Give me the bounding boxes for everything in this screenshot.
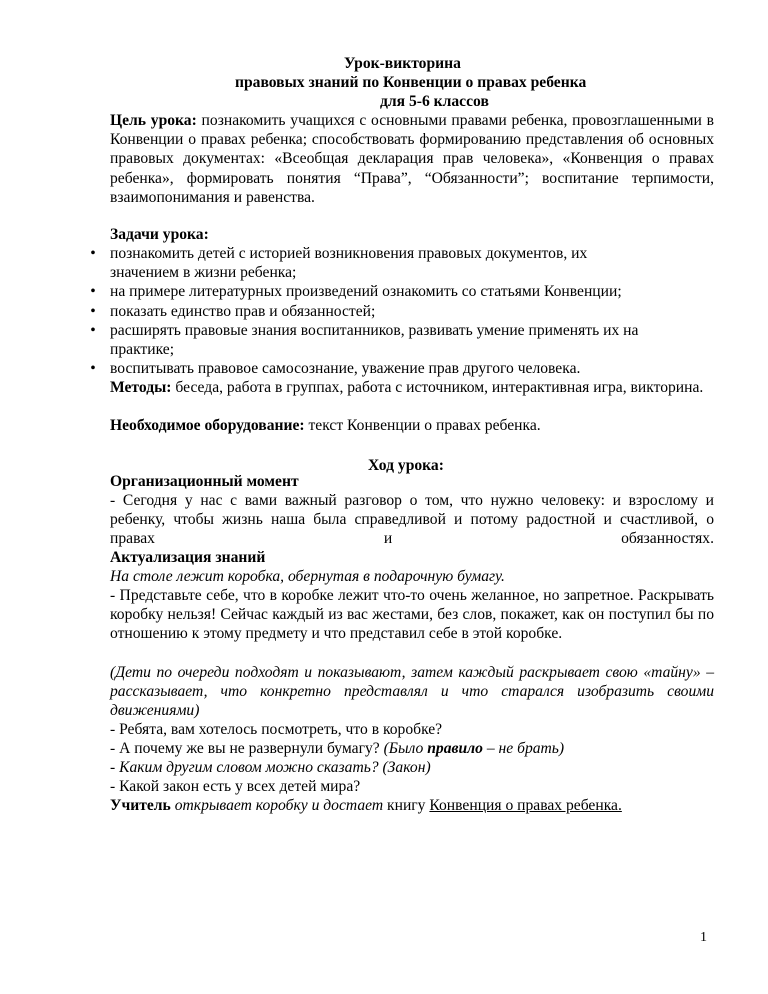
list-item: • познакомить детей с историей возникновения правовых документов, их значением в жизни ребенка; — [110, 244, 650, 282]
teacher-line: Учитель открывает коробку и достает книгу Конвенция о правах ребенка. — [110, 797, 622, 814]
methods-label: Методы: — [110, 379, 172, 396]
org-paragraph: - Сегодня у нас с вами важный разговор о том, что нужно человеку: и взрослому и ребенку, чтобы жизнь наша была справедливой и потому радостной и счастливой, о правах и обязанностях. — [110, 492, 714, 548]
question-1: - Ребята, вам хотелось посмотреть, что в коробке? — [110, 721, 443, 738]
equipment-text: текст Конвенции о правах ребенка. — [308, 417, 541, 434]
children-note: (Дети по очереди подходят и показывают, затем каждый раскрывает свою «тайну» – рассказывает, что конкретно представлял и что старался изобразить своими движениями) — [110, 664, 714, 720]
goal-text: познакомить учащихся с основными правами ребенка, провозглашенными в Конвенции о правах ребенка; способствовать формированию представления об основных правовых документах: «Всеобщая декларация прав человека», «Конвенция о правах ребенка», формировать понятия “Права”, “Обязанности”; воспитание терпимости, взаимопонимания и равенства. — [110, 112, 715, 206]
list-item: • показать единство прав и обязанностей; — [110, 302, 714, 321]
list-item: • воспитывать правовое самосознание, уважение прав другого человека. — [110, 359, 714, 378]
title-line-1: Урок-викторина — [344, 55, 461, 72]
actual-heading: Актуализация знаний — [110, 549, 266, 566]
methods-paragraph — [110, 378, 714, 397]
imagine-paragraph: - Представьте себе, что в коробке лежит что-то очень желанное, но запретное. Раскрывать коробку нельзя! Сейчас каждый из вас жестами, без слов, покажет, как он поступил бы по отношению к этому предмету и что представил себе в этой коробке. — [110, 587, 714, 643]
equipment-label: Необходимое оборудование: — [110, 417, 305, 434]
org-heading: Организационный момент — [110, 473, 299, 490]
list-item: • на примере литературных произведений ознакомить со статьями Конвенции; — [110, 282, 714, 301]
equipment-paragraph — [110, 416, 714, 435]
bullet-icon: • — [90, 302, 96, 320]
bullet-icon: • — [90, 360, 96, 378]
box-line: На столе лежит коробка, обернутая в подарочную бумагу. — [110, 568, 505, 585]
question-4: - Какой закон есть у всех детей мира? — [110, 778, 361, 795]
title-line-2: правовых знаний по Конвенции о правах ребенка — [235, 74, 587, 91]
goal-label: Цель урока: — [110, 112, 197, 129]
tasks-list — [90, 244, 714, 378]
list-item: • расширять правовые знания воспитанников, развивать умение применять их на практике; — [110, 321, 695, 359]
title-line-3: для 5-6 классов — [380, 93, 489, 110]
course-heading: Ход урока: — [368, 457, 444, 474]
question-2: - А почему же вы не развернули бумагу? (Было правило – не брать) — [110, 740, 565, 757]
page-number: 1 — [700, 930, 707, 945]
bullet-icon: • — [90, 321, 96, 339]
tasks-heading: Задачи урока: — [110, 226, 209, 243]
bullet-icon: • — [90, 283, 96, 301]
methods-text: беседа, работа в группах, работа с источником, интерактивная игра, викторина. — [175, 379, 704, 396]
goal-paragraph — [110, 111, 714, 207]
convention-title: Конвенция о правах ребенка. — [429, 797, 622, 814]
bullet-icon: • — [90, 245, 96, 262]
question-3: - Каким другим словом можно сказать? (Закон) — [110, 759, 431, 776]
